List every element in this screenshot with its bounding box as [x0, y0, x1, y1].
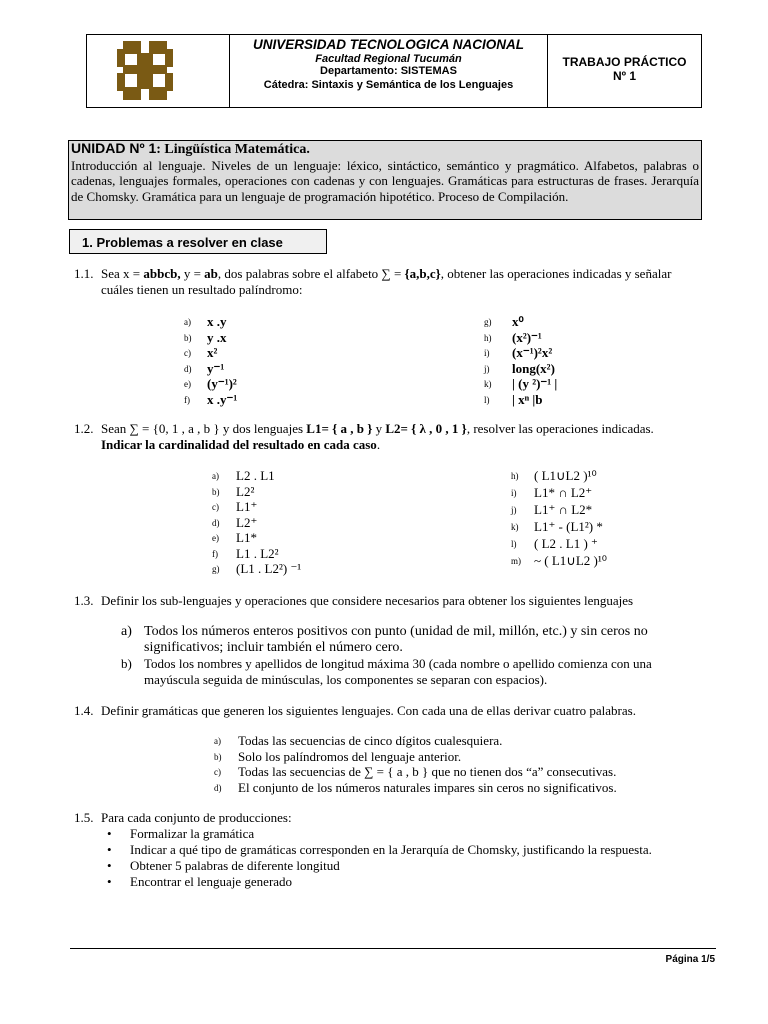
item-value: x .y⁻¹ — [207, 391, 238, 407]
item-label: l) — [484, 394, 490, 405]
p11-x: abbcb, — [143, 266, 181, 281]
bullet-icon: • — [107, 826, 112, 841]
item-value: L1⁺ ∩ L2* — [534, 502, 593, 517]
p13-b-line1: Todos los nombres y apellidos de longitud máxima 30 (cada nombre o apellido comienza con una — [144, 656, 652, 671]
p12-line2: Indicar la cardinalidad del resultado en cada caso — [101, 437, 377, 452]
item-label: e) — [184, 379, 191, 389]
institution-cell — [230, 35, 548, 107]
tp-number: Nº 1 — [612, 69, 637, 83]
unit-description: Introducción al lenguaje. Niveles de un lenguaje: léxico, sintáctico, semántico y pragmático. Alfabetos, palabras o cadenas, lenguajes formales, operaciones con cadenas y con lenguajes. Gramáticas para estructuras de frases. Jerarquía de Chomsky. Gramática para un lenguaje de programación hipotético. Proceso de Compilación. — [71, 157, 699, 204]
item-value: L2 . L1 — [236, 468, 275, 483]
item-label: b) — [214, 751, 222, 762]
item-value: El conjunto de los números naturales impares sin ceros no significativos. — [238, 779, 617, 795]
item-label: i) — [511, 488, 517, 498]
problem-1-1-text — [101, 266, 671, 282]
item-label: h) — [511, 471, 519, 481]
p13-a-label: a) — [121, 624, 132, 639]
bullet-icon: • — [107, 874, 112, 889]
footer-divider — [70, 948, 716, 949]
utn-logo-icon — [87, 35, 229, 107]
bullet-icon: • — [107, 842, 112, 857]
p11-alpha: {a,b,c} — [404, 266, 441, 281]
item-value: ~ ( L1∪L2 )¹⁰ — [534, 553, 607, 568]
p13-a-line2: significativos; incluir también el número cero. — [144, 640, 403, 655]
item-label: a) — [184, 317, 191, 327]
header-table — [86, 34, 702, 108]
p11-text-c: , dos palabras sobre el alfabeto ∑ = — [217, 266, 405, 281]
item-value: (L1 . L2²) ⁻¹ — [236, 561, 302, 576]
tp-cell — [548, 35, 701, 107]
item-label: c) — [212, 502, 219, 512]
item-label: f) — [212, 548, 218, 559]
bullet-item: Encontrar el lenguaje generado — [130, 874, 293, 889]
item-value: x² — [207, 345, 218, 360]
p11-text-d: , obtener las operaciones indicadas y señalar — [440, 266, 672, 281]
unit-label: UNIDAD Nº 1 — [71, 140, 157, 156]
p12-line2-end: . — [376, 437, 381, 452]
item-value: ( L1∪L2 )¹⁰ — [534, 468, 597, 483]
department-name: Departamento: SISTEMAS — [320, 65, 457, 77]
problem-1-3-text: Definir los sub-lenguajes y operaciones que considere necesarios para obtener los siguientes lenguajes — [101, 593, 634, 608]
item-value: | xⁿ |b — [512, 391, 543, 407]
item-value: L1* ∩ L2⁺ — [534, 485, 593, 500]
item-value: Todas las secuencias de cinco dígitos cualesquiera. — [238, 733, 503, 748]
item-value: L2² — [236, 483, 255, 499]
item-value: x .y — [207, 314, 227, 329]
p12-text-a: Sean ∑ = {0, 1 , a , b } y dos lenguajes — [101, 421, 307, 436]
item-value: L1 . L2² — [236, 545, 279, 561]
p12-L2: L2= { λ , 0 , 1 } — [385, 421, 467, 436]
problem-1-2-text — [101, 421, 654, 437]
page-number: Página 1/5 — [665, 954, 715, 965]
bullet-item: Obtener 5 palabras de diferente longitud — [130, 858, 340, 873]
item-label: d) — [214, 782, 222, 793]
unit-box — [68, 140, 702, 220]
item-value: (y⁻¹)² — [207, 376, 237, 391]
item-label: a) — [214, 736, 221, 746]
item-value: | (y ²)⁻¹ | — [512, 376, 558, 391]
item-value: long(x²) — [512, 360, 555, 376]
item-label: h) — [484, 332, 492, 343]
problem-1-4-text: Definir gramáticas que generen los siguientes lenguajes. Con cada una de ellas derivar cuatro palabras. — [101, 703, 636, 718]
item-value: ( L2 . L1 ) ⁺ — [534, 536, 598, 551]
logo-cell — [87, 35, 230, 107]
problem-1-2-line2 — [101, 437, 380, 453]
p11-y: ab — [204, 266, 218, 281]
item-value: (x⁻¹)²x² — [512, 345, 553, 360]
item-label: f) — [184, 394, 190, 405]
p12-L1: L1= { a , b } — [306, 421, 373, 436]
item-label: c) — [184, 348, 191, 358]
item-label: i) — [484, 348, 490, 358]
item-label: l) — [511, 539, 517, 549]
bullet-icon: • — [107, 858, 112, 873]
item-label: g) — [484, 317, 492, 327]
item-value: L1⁺ - (L1²) * — [534, 519, 603, 534]
bullet-item: Formalizar la gramática — [130, 826, 255, 841]
p12-text-b: y — [372, 421, 386, 436]
item-label: d) — [184, 363, 192, 374]
problem-1-5-number: 1.5. — [74, 810, 94, 825]
item-value: Todas las secuencias de ∑ = { a , b } que no tienen dos “a” consecutivas. — [238, 764, 617, 779]
item-value: L2⁺ — [236, 514, 258, 530]
p12-text-c: , resolver las operaciones indicadas. — [466, 421, 654, 436]
item-label: m) — [511, 556, 521, 566]
item-value: x⁰ — [512, 314, 524, 329]
item-value: L1⁺ — [236, 499, 258, 514]
problem-1-2-number: 1.2. — [74, 421, 94, 436]
p13-b-line2: mayúscula seguida de minúsculas, los componentes se separan con espacios). — [144, 672, 548, 687]
item-label: a) — [212, 471, 219, 481]
item-label: b) — [184, 332, 192, 343]
item-label: j) — [511, 505, 517, 515]
item-value: L1* — [236, 530, 257, 545]
p11-text-a: Sea x = — [101, 266, 144, 281]
unit-heading — [71, 141, 699, 158]
p13-b-label: b) — [121, 656, 132, 671]
problem-1-5-text: Para cada conjunto de producciones: — [101, 810, 292, 825]
item-value: (x²)⁻¹ — [512, 329, 542, 345]
p11-text-b: y = — [180, 266, 205, 281]
chair-name: Cátedra: Sintaxis y Semántica de los Lenguajes — [263, 79, 514, 91]
unit-title: : Lingüística Matemática. — [156, 142, 310, 157]
problem-1-1-line2: cuáles tienen un resultado palíndromo: — [101, 282, 303, 297]
item-value: y⁻¹ — [207, 360, 225, 376]
bullet-item: Indicar a qué tipo de gramáticas corresponden en la Jerarquía de Chomsky, justificando la respuesta. — [130, 842, 652, 857]
p13-a-line1: Todos los números enteros positivos con punto (unidad de mil, millón, etc.) y sin ceros no — [144, 624, 648, 639]
item-label: b) — [212, 486, 220, 497]
section-title: 1. Problemas a resolver en clase — [69, 229, 327, 254]
item-label: c) — [214, 767, 221, 777]
university-name: UNIVERSIDAD TECNOLOGICA NACIONAL — [252, 37, 524, 52]
tp-title: TRABAJO PRÁCTICO — [562, 55, 687, 69]
problem-1-3-number: 1.3. — [74, 593, 94, 608]
item-label: j) — [484, 363, 490, 374]
item-label: k) — [484, 379, 492, 389]
item-value: y .x — [207, 329, 227, 345]
problem-1-4-number: 1.4. — [74, 703, 94, 718]
item-label: d) — [212, 517, 220, 528]
item-label: k) — [511, 522, 519, 532]
item-label: g) — [212, 564, 220, 574]
item-label: e) — [212, 533, 219, 543]
item-value: Solo los palíndromos del lenguaje anterior. — [238, 748, 462, 764]
faculty-name: Facultad Regional Tucumán — [315, 53, 462, 65]
problem-1-1-number: 1.1. — [74, 266, 94, 281]
